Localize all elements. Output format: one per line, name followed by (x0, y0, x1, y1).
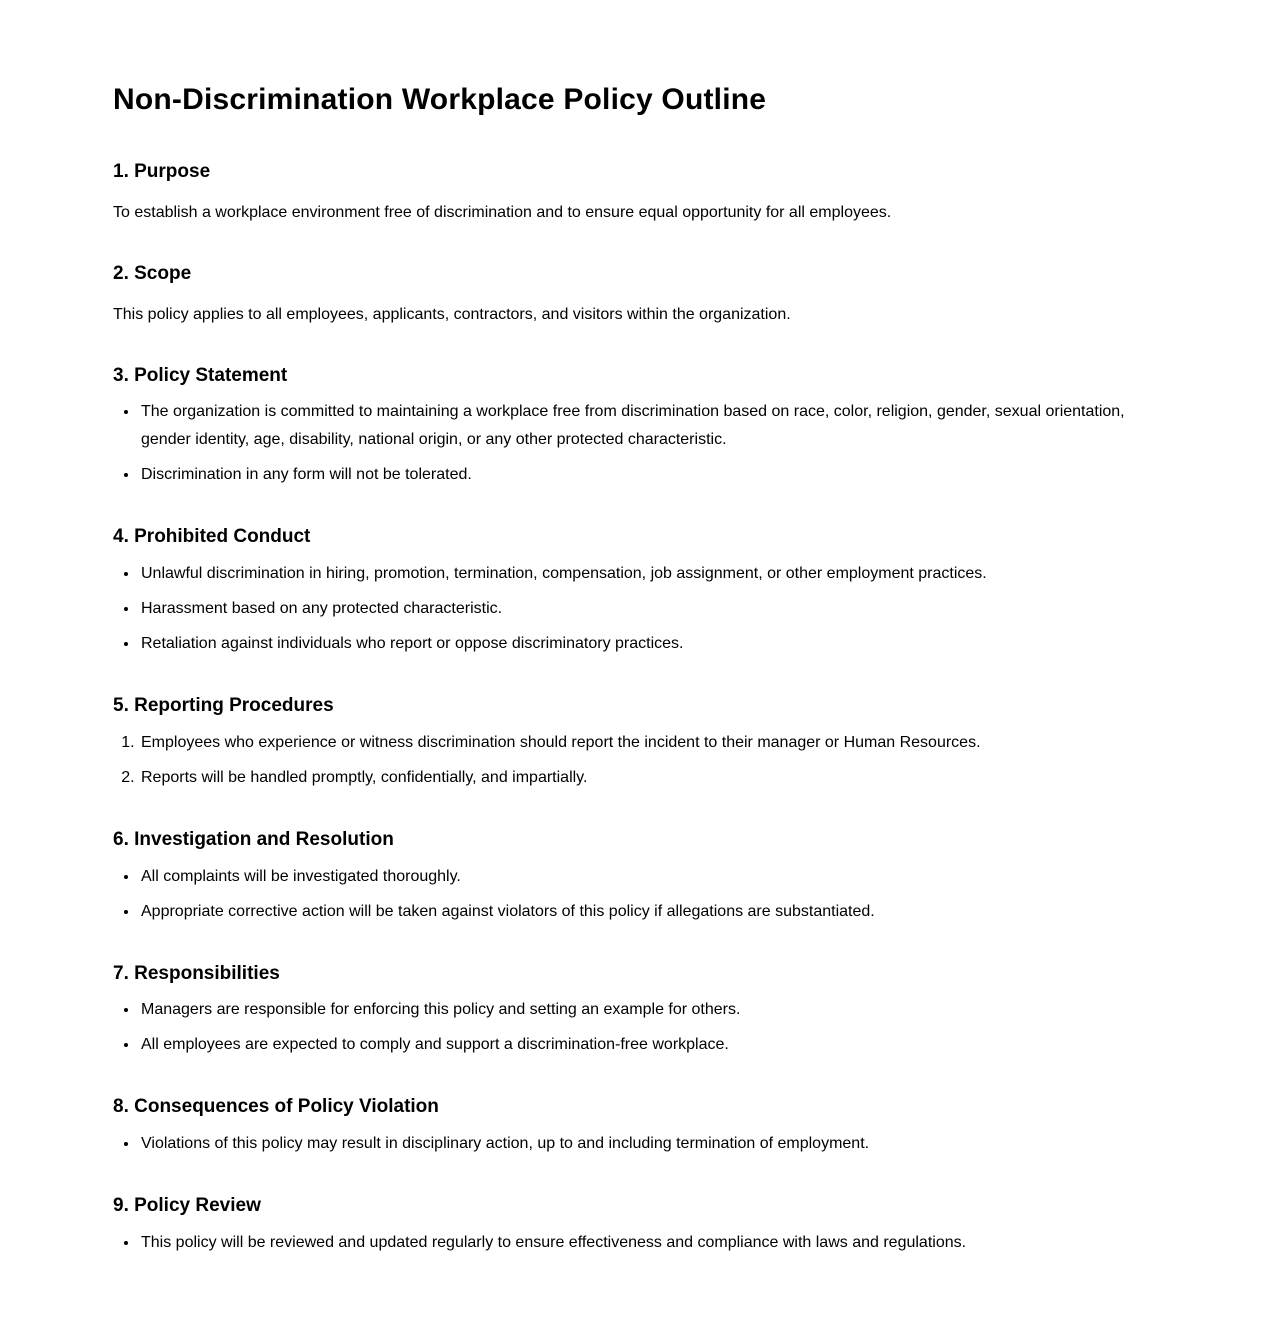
section-heading: 1. Purpose (113, 161, 211, 182)
bullet-item: • Discrimination in any form will not be tolerated. (139, 461, 1150, 489)
bullet-item: • All complaints will be investigated thoroughly. (139, 863, 1150, 891)
bullet-list (113, 863, 1150, 926)
bullet-list (113, 1130, 1150, 1158)
section-consequences-of-policy-violation (113, 1095, 1150, 1158)
bullet-list (113, 1229, 1150, 1257)
section-investigation-and-resolution (113, 828, 1150, 926)
bullet-item: • Appropriate corrective action will be taken against violators of this policy if allegations are substantiated. (139, 898, 1150, 926)
bullet-item: • Managers are responsible for enforcing this policy and setting an example for others. (139, 996, 1150, 1024)
section-prohibited-conduct (113, 525, 1150, 658)
bullet-list (113, 398, 1150, 489)
section-paragraph: This policy applies to all employees, applicants, contractors, and visitors within the organization. (113, 305, 791, 323)
section-scope (113, 262, 1150, 328)
bullet-item: • Unlawful discrimination in hiring, promotion, termination, compensation, job assignment, or other employment practices. (139, 560, 1150, 588)
section-heading: 6. Investigation and Resolution (113, 828, 394, 850)
section-heading: 7. Responsibilities (113, 962, 280, 984)
bullet-item: • Violations of this policy may result in disciplinary action, up to and including termination of employment. (139, 1130, 1150, 1158)
bullet-list (113, 996, 1150, 1059)
bullet-item: • Harassment based on any protected characteristic. (139, 595, 1150, 623)
bullet-item: • The organization is committed to maintaining a workplace free from discrimination based on race, color, religion, gender, sexual orientation, gender identity, age, disability, national origin, or any other protected characteristic. (139, 398, 1150, 454)
bullet-item: • This policy will be reviewed and updated regularly to ensure effectiveness and compliance with laws and regulations. (139, 1229, 1150, 1257)
section-paragraph: To establish a workplace environment free of discrimination and to ensure equal opportunity for all employees. (113, 203, 892, 221)
section-heading: 5. Reporting Procedures (113, 695, 334, 717)
document-title: Non-Discrimination Workplace Policy Outline (113, 83, 767, 116)
numbered-item: 2. Reports will be handled promptly, confidentially, and impartially. (139, 764, 1150, 792)
section-purpose (113, 160, 1150, 226)
section-responsibilities (113, 962, 1150, 1060)
section-heading: 9. Policy Review (113, 1194, 261, 1216)
bullet-item: • All employees are expected to comply and support a discrimination-free workplace. (139, 1031, 1150, 1059)
section-policy-review (113, 1194, 1150, 1257)
bullet-list (113, 560, 1150, 658)
section-heading: 3. Policy Statement (113, 364, 288, 386)
section-heading: 2. Scope (113, 262, 192, 284)
numbered-list (113, 729, 1150, 792)
section-heading: 8. Consequences of Policy Violation (113, 1096, 439, 1118)
section-reporting-procedures (113, 694, 1150, 792)
numbered-item: 1. Employees who experience or witness discrimination should report the incident to their manager or Human Resources. (139, 729, 1150, 757)
bullet-item: • Retaliation against individuals who report or oppose discriminatory practices. (139, 630, 1150, 658)
section-heading: 4. Prohibited Conduct (113, 526, 311, 548)
section-policy-statement (113, 364, 1150, 490)
